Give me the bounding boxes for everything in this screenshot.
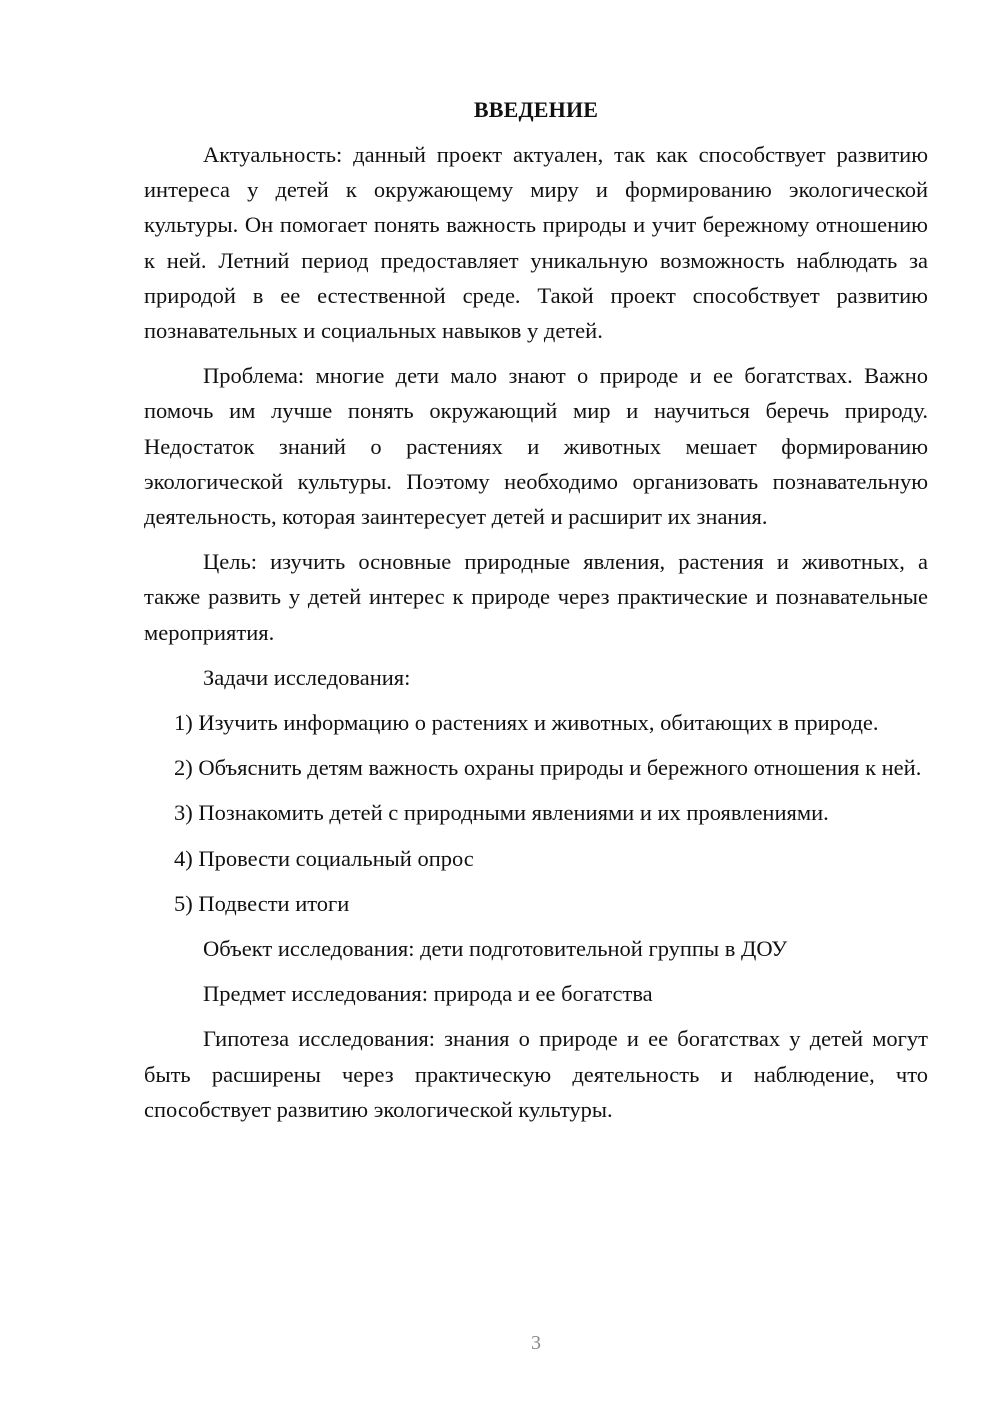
task-item-2: 2) Объяснить детям важность охраны природы и бережного отношения к ней. bbox=[174, 755, 922, 781]
problem-paragraph: Проблема: многие дети мало знают о природе и ее богатствах. Важно помочь им лучше понять окружающий мир и научиться беречь природу. Недостаток знаний о растениях и животных мешает формированию экологической культуры. Поэтому необходимо организовать познавательную деятельность, которая заинтересует детей и расширит их знания. bbox=[144, 363, 928, 530]
goal-paragraph: Цель: изучить основные природные явления, растения и животных, а также развить у детей интерес к природе через практические и познавательные мероприятия. bbox=[144, 549, 928, 645]
research-subject: Предмет исследования: природа и ее богатства bbox=[203, 981, 653, 1007]
page-content bbox=[144, 93, 928, 1137]
task-item-3: 3) Познакомить детей с природными явлениями и их проявлениями. bbox=[174, 800, 829, 826]
relevance-paragraph: Актуальность: данный проект актуален, так как способствует развитию интереса у детей к окружающему миру и формированию экологической культуры. Он помогает понять важность природы и учит бережному отношению к ней. Летний период предоставляет уникальную возможность наблюдать за природой в ее естественной среде. Такой проект способствует развитию познавательных и социальных навыков у детей. bbox=[144, 142, 928, 344]
section-heading: ВВЕДЕНИЕ bbox=[473, 97, 599, 122]
research-object: Объект исследования: дети подготовительной группы в ДОУ bbox=[203, 936, 788, 962]
tasks-title: Задачи исследования: bbox=[203, 664, 411, 690]
hypothesis-paragraph: Гипотеза исследования: знания о природе и ее богатствах у детей могут быть расширены через практическую деятельность и наблюдение, что способствует развитию экологической культуры. bbox=[144, 1026, 928, 1122]
task-item-5: 5) Подвести итоги bbox=[174, 890, 350, 916]
task-item-1: 1) Изучить информацию о растениях и животных, обитающих в природе. bbox=[174, 710, 879, 736]
task-item-4: 4) Провести социальный опрос bbox=[174, 845, 474, 871]
page-number: 3 bbox=[531, 1332, 541, 1354]
